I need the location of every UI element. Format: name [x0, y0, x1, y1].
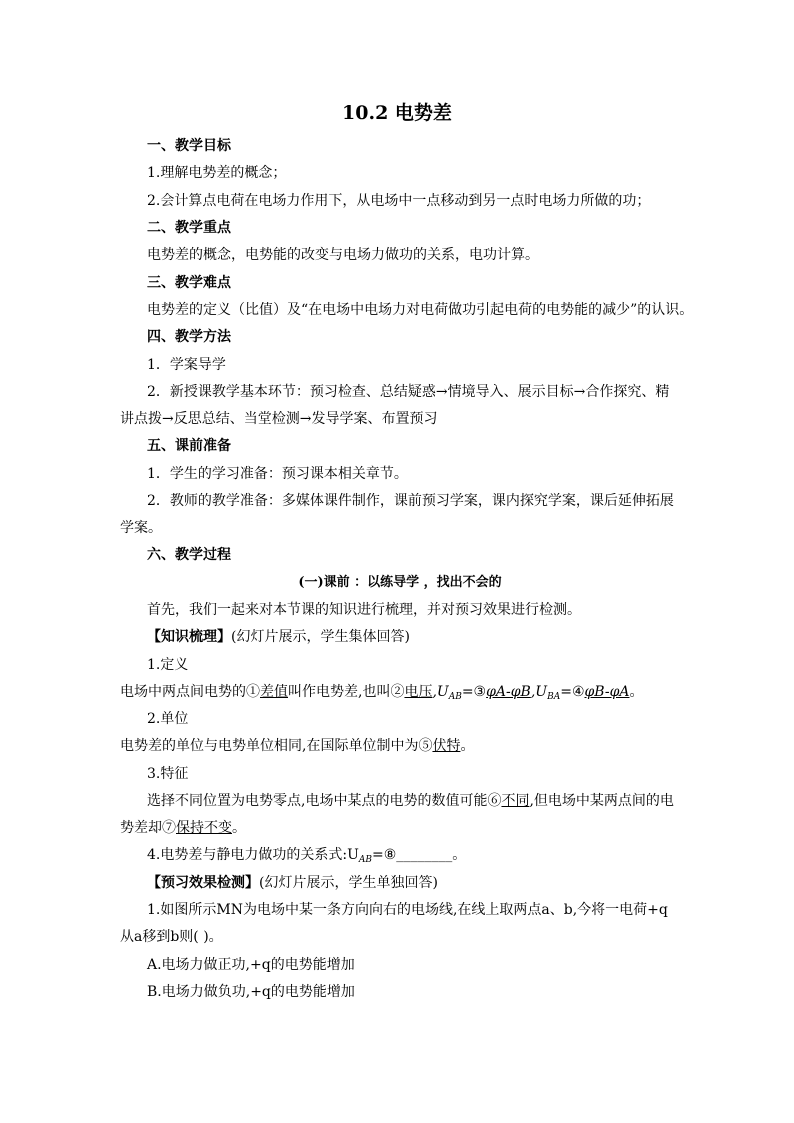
feature-label: 3.特征: [147, 766, 189, 782]
feature-text-line-2: [120, 818, 680, 838]
relation-end: =⑧________。: [372, 847, 467, 863]
def-answer-3: φA-φB: [486, 684, 531, 700]
unit-label: 2.单位: [147, 711, 189, 727]
method-2-line-2: 讲点拨→反思总结、当堂检测→发导学案、布置预习: [120, 411, 438, 427]
section-heading-methods: 四、教学方法: [147, 329, 231, 345]
option-b: B.电场力做负功,+q的电势能增加: [147, 984, 355, 1000]
section-heading-difficulty: 三、教学难点: [147, 275, 231, 291]
unit-answer: 伏特: [432, 738, 461, 754]
relation-text: [147, 845, 707, 870]
def-answer-1: 差值: [260, 684, 288, 700]
relation-sub: AB: [358, 855, 372, 865]
feature-text-3: 势差却⑦: [120, 820, 176, 836]
definition-text: [120, 682, 680, 707]
def-text-4: =③: [461, 684, 487, 700]
question-1-line-2: 从a移到b则( )。: [120, 929, 223, 945]
check-head-label: 【预习效果检测】: [147, 875, 259, 891]
goal-1: 1.理解电势差的概念；: [147, 165, 287, 181]
method-2-line-1: 2．新授课教学基本环节：预习检查、总结疑惑→情境导入、展示目标→合作探究、精: [147, 384, 670, 400]
question-1-line-1: 1.如图所示MN为电场中某一条方向向右的电场线,在线上取两点a、b,今将一电荷+q: [147, 902, 668, 918]
feature-text-2: ,但电场中某两点间的电: [529, 793, 674, 809]
def-text-2: 叫作电势差,也叫②: [288, 684, 405, 700]
unit-text-end: 。: [460, 738, 475, 754]
process-subtitle: (一)课前 ：以练导学 ，找出不会的: [298, 575, 502, 590]
prep-2-line-1: 2．教师的教学准备：多媒体课件制作，课前预习学案，课内探究学案，课后延伸拓展: [147, 493, 674, 509]
prep-2-line-2: 学案。: [120, 520, 162, 536]
key-point-text: 电势差的概念，电势能的改变与电场力做功的关系，电功计算。: [147, 247, 539, 263]
page-title: 10.2 电势差: [342, 102, 452, 124]
knowledge-heading: [147, 627, 707, 647]
unit-text-body: 电势差的单位与电势单位相同,在国际单位制中为⑤: [120, 738, 433, 754]
def-text-5: ,U: [530, 684, 548, 700]
def-answer-4: φB-φA: [584, 684, 630, 700]
section-heading-key-points: 二、教学重点: [147, 220, 231, 236]
option-a: A.电场力做正功,+q的电势能增加: [147, 957, 355, 973]
feature-answer-1: 不同: [501, 793, 530, 809]
relation-body: 4.电势差与静电力做功的关系式:U: [147, 847, 359, 863]
goal-2: 2.会计算点电荷在电场力作用下，从电场中一点移动到另一点时电场力所做的功；: [147, 193, 651, 209]
feature-text-4: 。: [232, 820, 246, 836]
definition-label: 1.定义: [147, 657, 189, 673]
check-heading: [147, 873, 707, 893]
def-text-1: 电场中两点间电势的①: [120, 684, 260, 700]
section-heading-preparation: 五、课前准备: [147, 438, 231, 454]
section-heading-goals: 一、教学目标: [147, 138, 231, 154]
knowledge-note: (幻灯片展示，学生集体回答): [231, 629, 410, 645]
feature-answer-2: 保持不变: [176, 820, 232, 836]
method-1: 1．学案导学: [147, 357, 226, 373]
def-text-3: ,U: [432, 684, 449, 700]
process-intro: 首先，我们一起来对本节课的知识进行梳理，并对预习效果进行检测。: [147, 602, 581, 618]
difficulty-text: 电势差的定义（比值）及“在电场中电场力对电荷做功引起电荷的电势能的减少”的认识。: [147, 302, 694, 318]
def-sub-ab: AB: [448, 692, 462, 702]
def-answer-2: 电压: [404, 684, 433, 700]
def-sub-ba: BA: [547, 692, 561, 702]
check-note: (幻灯片展示，学生单独回答): [259, 875, 438, 891]
def-text-7: 。: [629, 684, 644, 700]
section-heading-process: 六、教学过程: [147, 547, 231, 563]
feature-text-line-1: [147, 791, 707, 811]
knowledge-head-label: 【知识梳理】: [147, 629, 231, 645]
def-text-6: =④: [560, 684, 585, 700]
unit-text: [120, 736, 680, 756]
prep-1: 1．学生的学习准备：预习课本相关章节。: [147, 466, 408, 482]
feature-text-1: 选择不同位置为电势零点,电场中某点的电势的数值可能⑥: [147, 793, 502, 809]
